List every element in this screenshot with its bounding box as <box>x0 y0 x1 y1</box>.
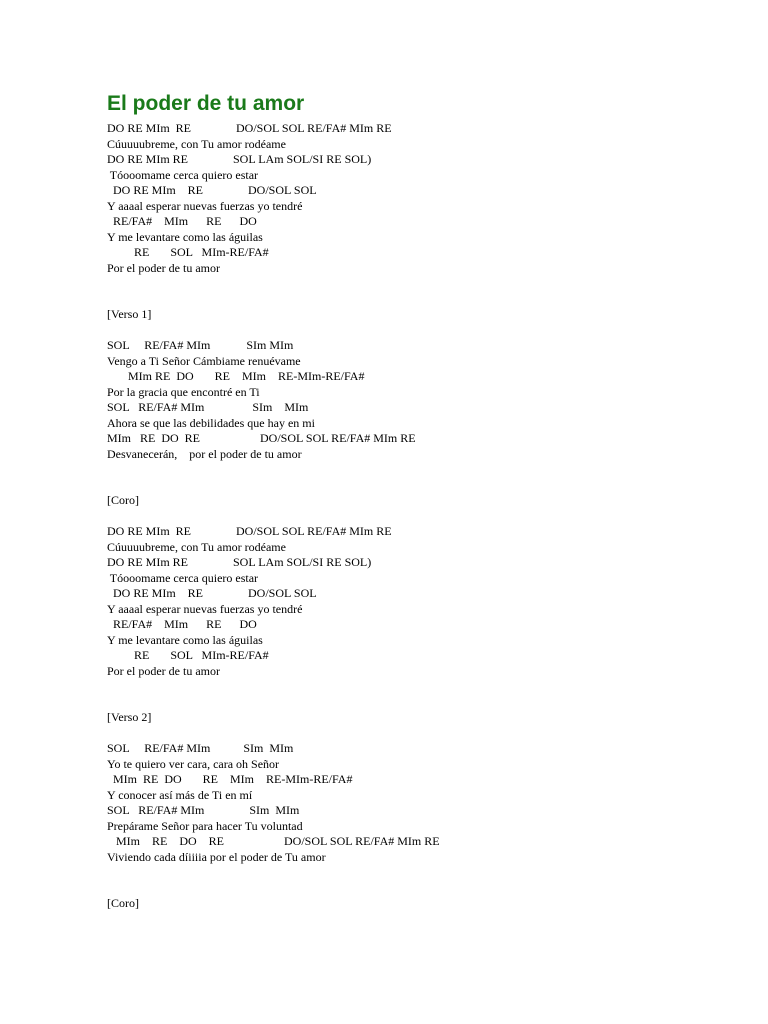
lyric-line: [Coro] <box>107 493 139 507</box>
lyric-line: Vengo a Ti Señor Cámbiame renuévame <box>107 353 301 368</box>
lyric-line: RE SOL MIm-RE/FA# <box>107 245 269 259</box>
lyric-line: [Verso 1] <box>107 307 152 321</box>
lyric-line: DO RE MIm RE DO/SOL SOL <box>107 183 317 197</box>
lyric-line: Tóooomame cerca quiero estar <box>107 570 259 585</box>
lyric-line: Por la gracia que encontré en Ti <box>107 384 260 399</box>
lyric-line: Desvanecerán, por el poder de tu amor <box>107 446 302 461</box>
lyric-line <box>107 292 747 308</box>
lyric-line: Y conocer así más de Ti en mí <box>107 787 253 802</box>
lyric-line <box>107 865 747 881</box>
lyric-line: Y me levantare como las águilas <box>107 632 263 647</box>
lyric-line <box>107 462 747 478</box>
lyric-line: Ahora se que las debilidades que hay en mi <box>107 415 315 430</box>
lyric-line: SOL RE/FA# MIm SIm MIm <box>107 741 294 755</box>
lyric-line: MIm RE DO RE DO/SOL SOL RE/FA# MIm RE <box>107 834 440 848</box>
lyric-line <box>107 679 747 695</box>
lyric-line: MIm RE DO RE MIm RE-MIm-RE/FA# <box>107 772 353 786</box>
lyric-line: RE/FA# MIm RE DO <box>107 617 257 631</box>
lyric-line: Y aaaal esperar nuevas fuerzas yo tendré <box>107 601 303 616</box>
lyrics-body <box>107 121 747 912</box>
song-title: El poder de tu amor <box>107 92 305 115</box>
lyric-line <box>107 881 747 897</box>
lyric-line: [Verso 2] <box>107 710 152 724</box>
lyric-line <box>107 695 747 711</box>
lyric-line: Tóooomame cerca quiero estar <box>107 167 259 182</box>
lyric-line <box>107 323 747 339</box>
lyric-line: SOL RE/FA# MIm SIm MIm <box>107 338 294 352</box>
lyric-line: MIm RE DO RE DO/SOL SOL RE/FA# MIm RE <box>107 431 416 445</box>
lyric-line: MIm RE DO RE MIm RE-MIm-RE/FA# <box>107 369 365 383</box>
lyric-line: [Coro] <box>107 896 139 910</box>
lyric-line: Por el poder de tu amor <box>107 260 220 275</box>
lyric-line <box>107 478 747 494</box>
lyric-line <box>107 726 747 742</box>
lyric-line: RE/FA# MIm RE DO <box>107 214 257 228</box>
lyric-line: Por el poder de tu amor <box>107 663 220 678</box>
lyric-line: Cúuuuubreme, con Tu amor rodéame <box>107 539 286 554</box>
lyric-line: Viviendo cada díiiiia por el poder de Tu amor <box>107 849 326 864</box>
lyric-line <box>107 276 747 292</box>
lyric-line: SOL RE/FA# MIm SIm MIm <box>107 400 309 414</box>
lyric-line: DO RE MIm RE SOL LAm SOL/SI RE SOL) <box>107 152 372 166</box>
lyric-line <box>107 509 747 525</box>
lyric-line: DO RE MIm RE DO/SOL SOL RE/FA# MIm RE <box>107 121 392 135</box>
lyric-line: DO RE MIm RE DO/SOL SOL <box>107 586 317 600</box>
lyric-line: DO RE MIm RE DO/SOL SOL RE/FA# MIm RE <box>107 524 392 538</box>
lyric-line: Yo te quiero ver cara, cara oh Señor <box>107 756 280 771</box>
lyric-line: RE SOL MIm-RE/FA# <box>107 648 269 662</box>
lyric-line: SOL RE/FA# MIm SIm MIm <box>107 803 300 817</box>
lyric-line: Prepárame Señor para hacer Tu voluntad <box>107 818 303 833</box>
lyric-line: DO RE MIm RE SOL LAm SOL/SI RE SOL) <box>107 555 372 569</box>
lyric-line: Y me levantare como las águilas <box>107 229 263 244</box>
lyric-line: Cúuuuubreme, con Tu amor rodéame <box>107 136 286 151</box>
lyric-line: Y aaaal esperar nuevas fuerzas yo tendré <box>107 198 303 213</box>
